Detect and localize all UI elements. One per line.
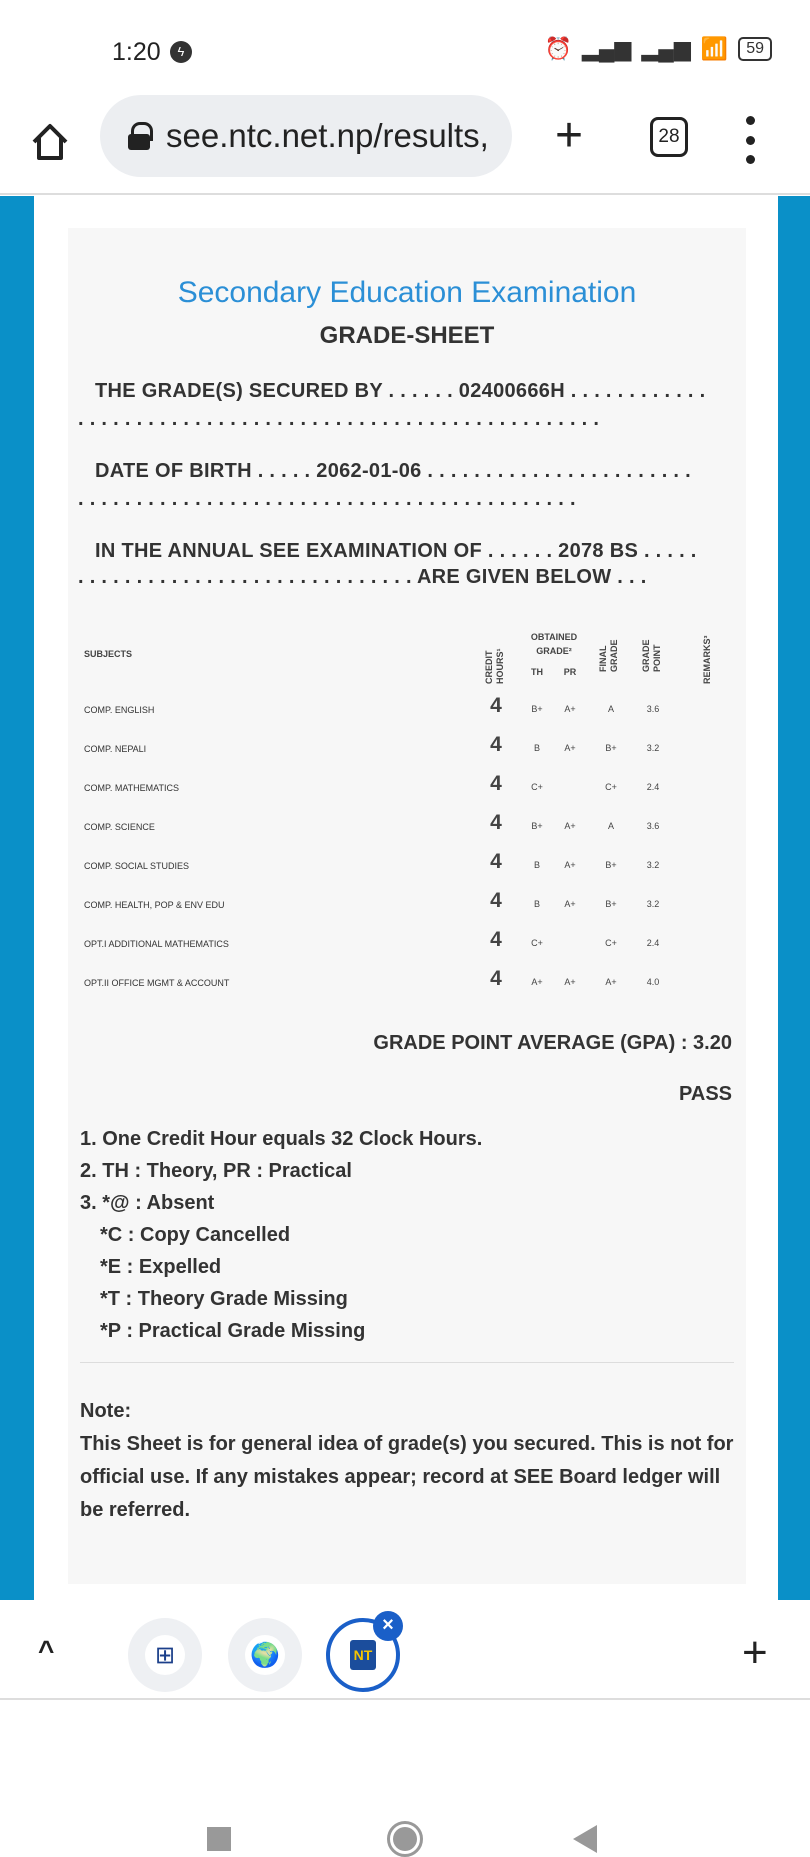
gpa: GRADE POINT AVERAGE (GPA) : 3.20: [373, 1032, 732, 1054]
subject-name: COMP. NEPALI: [84, 744, 147, 754]
footnote: *P : Practical Grade Missing: [100, 1320, 366, 1342]
new-tab-button[interactable]: +: [555, 109, 584, 162]
subject-name: COMP. HEALTH, POP & ENV EDU: [84, 900, 225, 910]
final-grade: B+: [605, 899, 617, 909]
more-menu-icon[interactable]: [745, 116, 755, 164]
status-bar: [0, 0, 810, 90]
add-tab-button[interactable]: +: [742, 1628, 768, 1677]
note-text: This Sheet is for general idea of grade(s) you secured. This is not for official use. If any mistakes appear; record at SEE Board ledger will be referred.: [80, 1433, 734, 1521]
grade-point: 2.4: [646, 782, 660, 792]
final-grade: C+: [605, 782, 617, 792]
credit-hours: 4: [490, 694, 502, 717]
theory-grade: C+: [531, 938, 543, 948]
footnote: 3. *@ : Absent: [80, 1192, 215, 1214]
credit-hours: 4: [490, 772, 502, 795]
globe-icon: 🌍: [245, 1635, 285, 1675]
practical-grade: A+: [564, 899, 576, 909]
grade-point: 2.4: [646, 938, 660, 948]
practical-grade: A+: [564, 977, 576, 987]
navigation-bar: [0, 1702, 810, 1800]
grade-point: 3.6: [646, 704, 660, 714]
grade-point: 3.6: [646, 821, 660, 831]
grade-sheet-heading: GRADE-SHEET: [319, 322, 495, 349]
wifi-icon: 📶: [700, 36, 729, 61]
footnote: *T : Theory Grade Missing: [100, 1288, 348, 1310]
subject-name: OPT.I ADDITIONAL MATHEMATICS: [84, 939, 229, 949]
alarm-icon: ⏰: [544, 36, 572, 61]
credit-hours: 4: [490, 733, 502, 756]
symbol-number-line: THE GRADE(S) SECURED BY . . . . . . 02400666H . . . . . . . . . . . .: [95, 380, 706, 402]
grid-globe-icon: ⊞: [145, 1635, 185, 1675]
url-text[interactable]: see.ntc.net.np/results,: [166, 117, 489, 154]
final-grade: A+: [605, 977, 617, 987]
tab-switcher-button[interactable]: 28: [650, 117, 688, 157]
theory-grade: A+: [531, 977, 543, 987]
subject-name: OPT.II OFFICE MGMT & ACCOUNT: [84, 978, 230, 988]
address-bar[interactable]: [100, 95, 512, 177]
subject-name: COMP. MATHEMATICS: [84, 783, 180, 793]
exam-title: Secondary Education Examination: [177, 276, 637, 309]
credit-hours: 4: [490, 967, 502, 990]
subject-name: COMP. ENGLISH: [84, 705, 155, 715]
final-grade: A: [607, 704, 614, 714]
credit-hours: 4: [490, 850, 502, 873]
grade-point: 3.2: [646, 743, 660, 753]
theory-grade: B: [533, 899, 540, 909]
footnote: *C : Copy Cancelled: [100, 1224, 291, 1246]
theory-grade: B: [533, 860, 540, 870]
battery-icon: 59: [738, 37, 772, 61]
practical-grade: A+: [564, 743, 576, 753]
grade-point: 3.2: [646, 860, 660, 870]
grade-point: 3.2: [646, 899, 660, 909]
home-icon[interactable]: [28, 120, 72, 164]
exam-year-line: IN THE ANNUAL SEE EXAMINATION OF . . . . . . 2078 BS . . . . .: [95, 540, 697, 562]
divider: [80, 1362, 734, 1363]
tab-1[interactable]: [128, 1618, 202, 1692]
signal-icon: ▂▄▆: [581, 36, 632, 61]
chevron-up-icon[interactable]: ^: [38, 1635, 55, 1666]
theory-grade: B: [533, 743, 540, 753]
final-grade: C+: [605, 938, 617, 948]
practical-grade: A+: [564, 860, 576, 870]
home-nav-button[interactable]: [387, 1821, 423, 1857]
final-grade: B+: [605, 743, 617, 753]
recents-button[interactable]: [207, 1827, 231, 1851]
theory-grade: C+: [531, 782, 543, 792]
nt-logo-icon: NT: [350, 1640, 376, 1670]
practical-grade: A+: [564, 821, 576, 831]
lock-icon: [128, 122, 150, 150]
subject-name: COMP. SOCIAL STUDIES: [84, 861, 190, 871]
credit-hours: 4: [490, 928, 502, 951]
back-button[interactable]: [573, 1825, 597, 1853]
messenger-icon: ϟ: [170, 41, 192, 63]
practical-grade: A+: [564, 704, 576, 714]
clock: 1:20: [112, 38, 161, 66]
theory-grade: B+: [531, 821, 543, 831]
tab-strip: [0, 1600, 810, 1700]
note-title: Note:: [80, 1400, 132, 1422]
footnote: 2. TH : Theory, PR : Practical: [80, 1160, 352, 1182]
dob-line: DATE OF BIRTH . . . . . 2062-01-06 . . . . . . . . . . . . . . . . . . . . . . .: [95, 460, 691, 482]
final-grade: A: [607, 821, 614, 831]
signal-icon-2: ▂▄▆: [641, 36, 691, 61]
footnote: *E : Expelled: [100, 1256, 222, 1278]
subject-name: COMP. SCIENCE: [84, 822, 155, 832]
close-tab-icon[interactable]: ×: [373, 1611, 403, 1641]
credit-hours: 4: [490, 811, 502, 834]
tab-2[interactable]: [228, 1618, 302, 1692]
grade-point: 4.0: [646, 977, 660, 987]
result-status: PASS: [679, 1083, 732, 1105]
credit-hours: 4: [490, 889, 502, 912]
footnote: 1. One Credit Hour equals 32 Clock Hours.: [80, 1128, 483, 1150]
final-grade: B+: [605, 860, 617, 870]
theory-grade: B+: [531, 704, 543, 714]
